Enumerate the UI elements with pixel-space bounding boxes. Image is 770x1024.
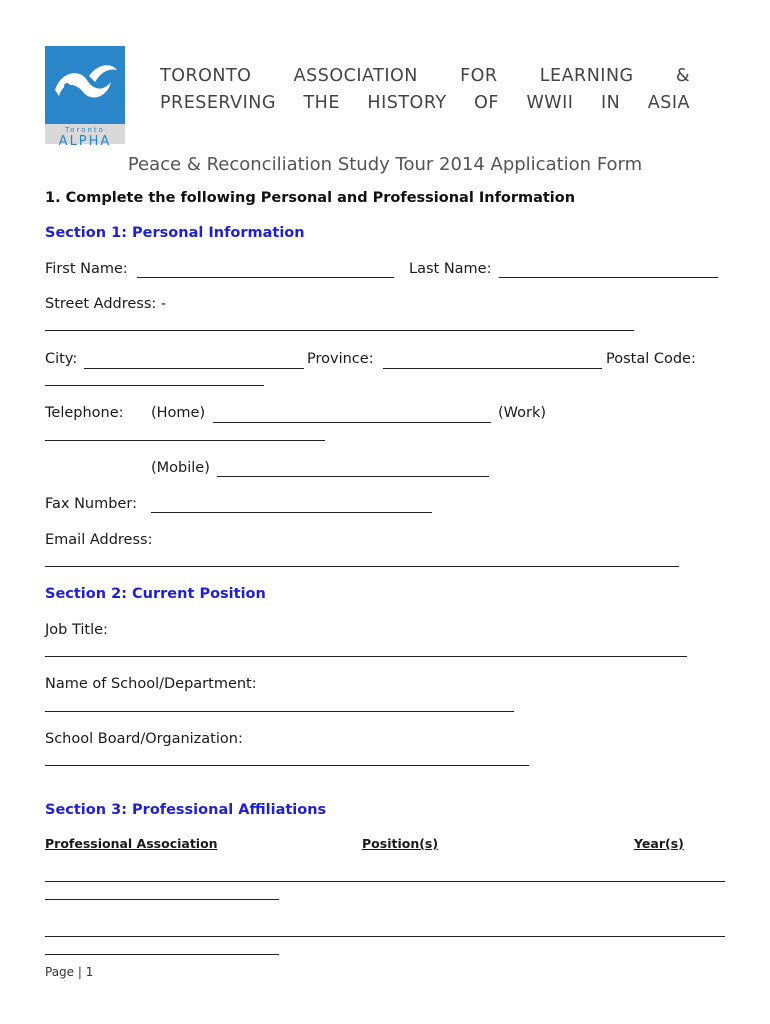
logo-text-small: Toronto: [65, 126, 105, 134]
affiliation-row-1-field[interactable]: [45, 881, 725, 882]
col-header-years: Year(s): [634, 836, 684, 851]
org-word: FOR: [460, 66, 498, 86]
postal-code-field[interactable]: [45, 385, 264, 386]
alpha-logo: [45, 46, 125, 149]
province-field[interactable]: [383, 368, 602, 369]
mobile-phone-label: (Mobile): [151, 460, 210, 476]
page-number: Page | 1: [45, 965, 94, 979]
logo-text-large: ALPHA: [58, 134, 112, 149]
org-title-row-2: [160, 93, 690, 113]
province-label: Province:: [307, 351, 374, 367]
org-word: &: [675, 66, 690, 86]
work-phone-label: (Work): [498, 405, 547, 421]
form-title: Peace & Reconciliation Study Tour 2014 Application Form: [127, 154, 643, 175]
mobile-phone-field[interactable]: [217, 476, 489, 477]
street-address-label: Street Address: -: [45, 296, 167, 312]
last-name-field[interactable]: [499, 277, 718, 278]
org-word: THE: [303, 93, 340, 113]
heading-personal-professional: 1. Complete the following Personal and Professional Information: [45, 190, 576, 206]
first-name-field[interactable]: [137, 277, 394, 278]
org-word: TORONTO: [160, 66, 252, 86]
col-header-position: Position(s): [362, 836, 439, 851]
school-board-field[interactable]: [45, 765, 529, 766]
fax-label: Fax Number:: [45, 496, 137, 512]
home-phone-label: (Home): [151, 405, 206, 421]
school-department-label: Name of School/Department:: [45, 676, 257, 692]
section3-title: Section 3: Professional Affiliations: [45, 802, 327, 818]
org-word: ASSOCIATION: [293, 66, 418, 86]
col-header-association: Professional Association: [45, 836, 218, 851]
org-word: OF: [474, 93, 499, 113]
org-word: PRESERVING: [160, 93, 276, 113]
school-board-label: School Board/Organization:: [45, 731, 243, 747]
school-department-field[interactable]: [45, 711, 514, 712]
wave-icon: [45, 46, 125, 124]
first-name-label: First Name:: [45, 261, 128, 277]
email-field[interactable]: [45, 566, 679, 567]
affiliation-row-1-field-continued[interactable]: [45, 899, 279, 900]
section1-title: Section 1: Personal Information: [45, 225, 305, 241]
org-word: ASIA: [647, 93, 690, 113]
org-word: WWII: [526, 93, 574, 113]
email-label: Email Address:: [45, 532, 153, 548]
telephone-label: Telephone:: [45, 405, 124, 421]
org-word: IN: [600, 93, 621, 113]
home-phone-field[interactable]: [213, 422, 491, 423]
street-address-field[interactable]: [45, 330, 634, 331]
fax-field[interactable]: [151, 512, 432, 513]
org-title-row-1: [160, 66, 690, 86]
affiliation-row-2-field[interactable]: [45, 936, 725, 937]
city-field[interactable]: [84, 368, 304, 369]
org-word: HISTORY: [367, 93, 447, 113]
last-name-label: Last Name:: [409, 261, 492, 277]
logo-emblem: [45, 46, 125, 124]
org-word: LEARNING: [539, 66, 634, 86]
postal-code-label: Postal Code:: [606, 351, 696, 367]
section2-title: Section 2: Current Position: [45, 586, 266, 602]
work-phone-field[interactable]: [45, 440, 325, 441]
job-title-label: Job Title:: [45, 622, 108, 638]
affiliation-row-2-field-continued[interactable]: [45, 954, 279, 955]
job-title-field[interactable]: [45, 656, 687, 657]
city-label: City:: [45, 351, 78, 367]
